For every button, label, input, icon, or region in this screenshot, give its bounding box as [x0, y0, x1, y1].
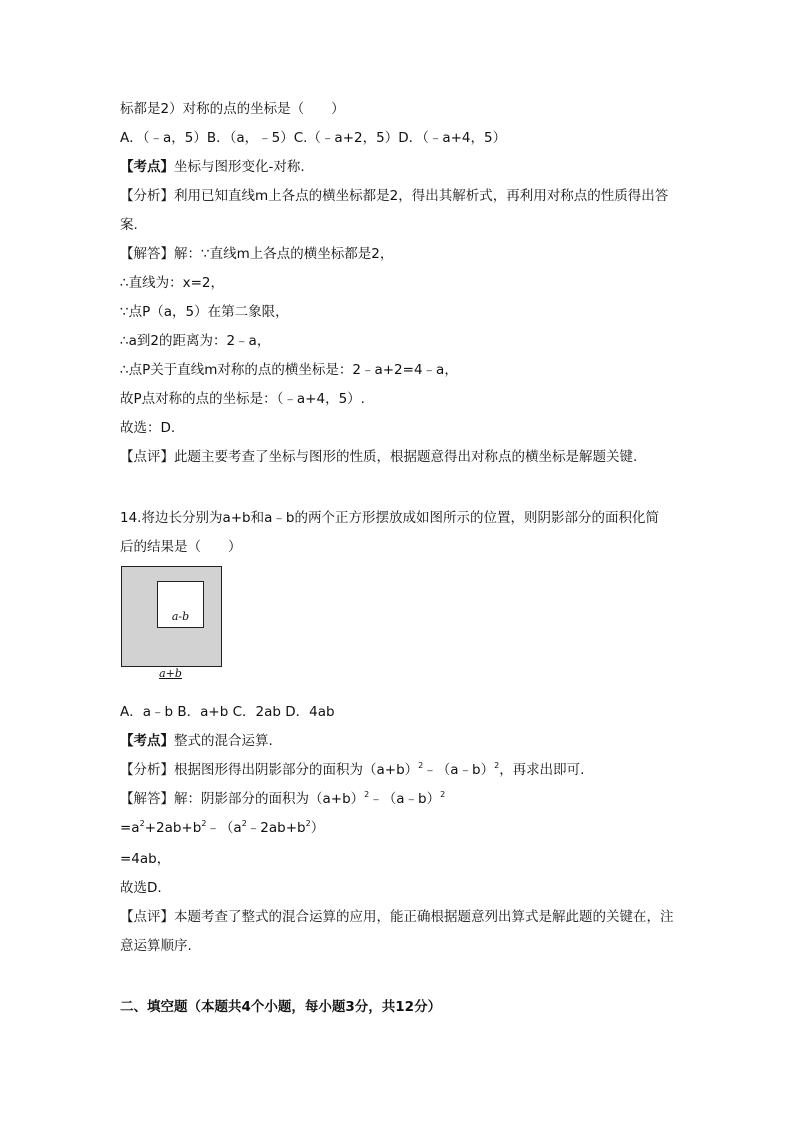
- q13-jieda-line-1: 【解答】解：∵直线m上各点的横坐标都是2，: [120, 246, 394, 262]
- fenxi-part: 【分析】根据图形得出阴影部分的面积为（a+b）: [120, 762, 419, 778]
- section-2-title: 二、填空题（本题共4个小题，每小题3分，共12分）: [120, 999, 442, 1015]
- kaodian-text: 整式的混合运算.: [174, 733, 273, 749]
- q13-fenxi-line-1: 【分析】利用已知直线m上各点的横坐标都是2，得出其解析式，再利用对称点的性质得出答: [120, 188, 669, 204]
- kaodian-tag: 【考点】: [120, 733, 174, 749]
- exponent: 2: [418, 761, 424, 770]
- inner-square: [157, 581, 204, 628]
- jieda-part: 【解答】解：阴影部分的面积为（a+b）: [120, 791, 365, 807]
- exponent: 2: [201, 819, 207, 828]
- exponent: 2: [139, 819, 145, 828]
- exponent: 2: [494, 761, 500, 770]
- q14-dianping-line-2: 意运算顺序.: [120, 938, 192, 954]
- exponent: 2: [241, 819, 247, 828]
- step-part: +2ab+b: [144, 820, 202, 836]
- fenxi-part: ﹣（a﹣b）: [423, 762, 495, 778]
- outer-square-label: a+b: [159, 667, 182, 680]
- q13-kaodian: [120, 157, 305, 177]
- step-part: =a: [120, 820, 140, 836]
- exponent: 2: [364, 790, 370, 799]
- q13-jieda-line-2: ∴直线为：x=2，: [120, 275, 224, 291]
- exponent: 2: [305, 819, 311, 828]
- q13-jieda-line-3: ∵点P（a，5）在第二象限，: [120, 304, 289, 320]
- q14-answer: 故选D.: [120, 880, 162, 896]
- jieda-part: ﹣（a﹣b）: [369, 791, 441, 807]
- outer-square-shaded: [121, 566, 222, 667]
- q14-dianping-line-1: 【点评】本题考查了整式的混合运算的应用，能正确根据题意列出算式是解此题的关键在，注: [120, 909, 674, 925]
- kaodian-text: 坐标与图形变化-对称.: [174, 159, 305, 175]
- q14-kaodian: [120, 731, 273, 751]
- q14-figure: [121, 566, 223, 686]
- fenxi-part: ，再求出即可.: [499, 762, 585, 778]
- q14-options: A．a﹣b B．a+b C．2ab D．4ab: [120, 704, 335, 720]
- q13-jieda-line-5: ∴点P关于直线m对称的点的横坐标是：2﹣a+2=4﹣a，: [120, 362, 458, 378]
- step-part: ﹣（a: [206, 820, 242, 836]
- step-part: ﹣2ab+b: [246, 820, 306, 836]
- exponent: 2: [440, 790, 446, 799]
- q13-jieda-line-6: 故P点对称的点的坐标是：（﹣a+4，5）.: [120, 391, 365, 407]
- step-part: ）: [310, 820, 325, 836]
- q14-stem-line-1: 14.将边长分别为a+b和a﹣b的两个正方形摆放成如图所示的位置，则阴影部分的面积化简: [120, 510, 659, 526]
- q14-jieda-line-2: [120, 818, 324, 838]
- q14-jieda-line-3: =4ab，: [120, 851, 171, 867]
- q14-stem-line-2: 后的结果是（ ）: [120, 539, 242, 555]
- kaodian-tag: 【考点】: [120, 159, 174, 175]
- inner-square-label: a-b: [171, 610, 190, 623]
- q14-jieda-line-1: [120, 789, 445, 809]
- q13-options: A．（﹣a，5）B．（a，﹣5）C.（﹣a+2，5）D．（﹣a+4，5）: [120, 130, 507, 146]
- q13-fenxi-line-2: 案.: [120, 217, 138, 233]
- q13-dianping: 【点评】此题主要考查了坐标与图形的性质，根据题意得出对称点的横坐标是解题关键.: [120, 449, 638, 465]
- q13-stem-tail: 标都是2）对称的点的坐标是（ ）: [120, 101, 345, 117]
- q13-jieda-line-4: ∴a到2的距离为：2﹣a，: [120, 333, 271, 349]
- q13-jieda-line-7: 故选：D.: [120, 420, 176, 436]
- q14-fenxi: [120, 760, 584, 780]
